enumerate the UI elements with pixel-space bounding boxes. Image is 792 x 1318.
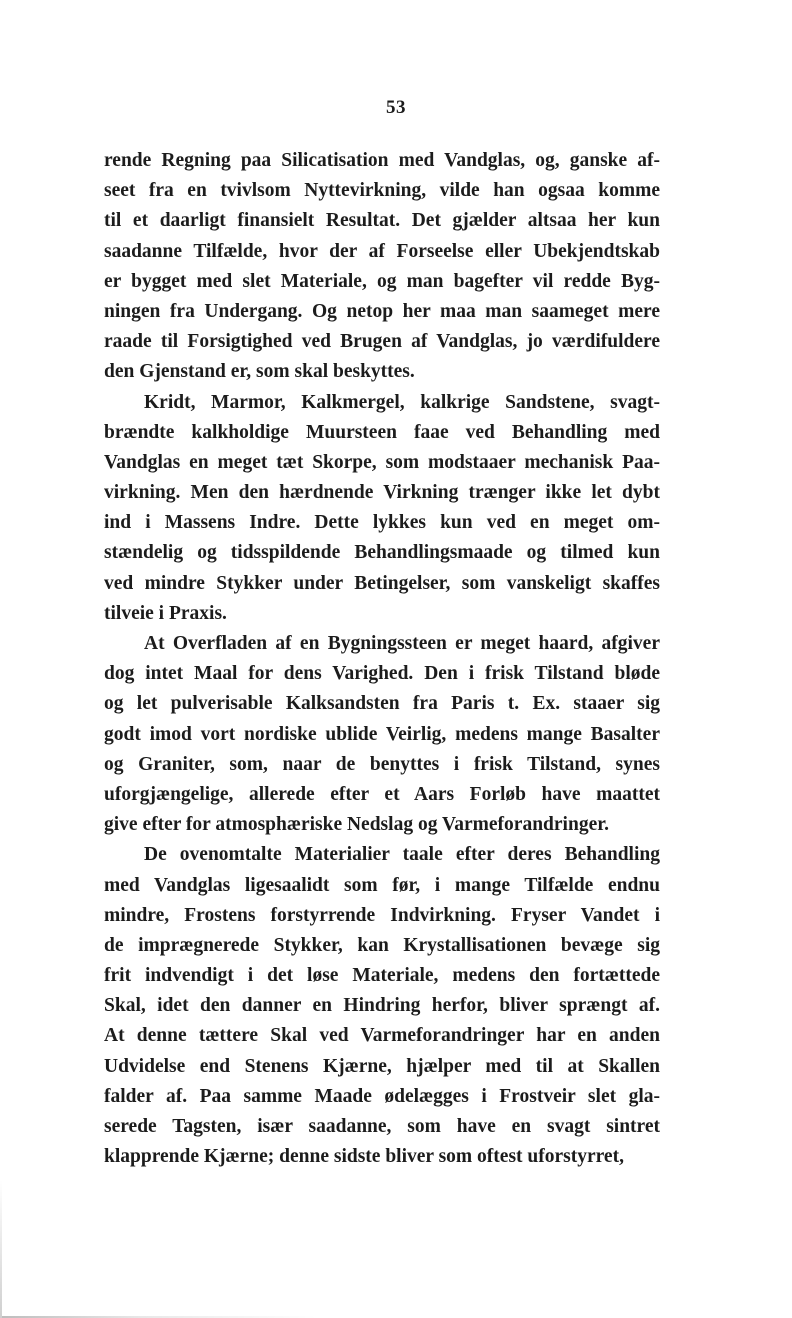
text-line: tilveie i Praxis. [104,602,227,624]
text-line: den Gjenstand er, som skal beskyttes. [104,361,415,383]
text-line: brændte kalkholdige Muursteen faae ved Behandling med [104,421,660,443]
text-line: de imprægnerede Stykker, kan Krystallisationen bevæge sig [104,934,660,956]
text-line: Kridt, Marmor, Kalkmergel, kalkrige Sandstene, svagt- [144,391,660,413]
paragraph [104,840,660,1172]
text-line: At denne tættere Skal ved Varmeforandringer har en anden [104,1025,660,1047]
text-line: virkning. Men den hærdnende Virkning trænger ikke let dybt [104,482,660,504]
text-line: til et daarligt finansielt Resultat. Det gjælder altsaa her kun [104,210,660,232]
text-line: mindre, Frostens forstyrrende Indvirkning. Fryser Vandet i [104,904,660,926]
text-line: raade til Forsigtighed ved Brugen af Vandglas, jo værdifuldere [104,331,660,353]
text-line: godt imod vort nordiske ublide Veirlig, medens mange Basalter [104,723,660,745]
text-line: frit indvendigt i det løse Materiale, medens den fortættede [104,965,660,987]
text-line: stændelig og tidsspildende Behandlingsmaade og tilmed kun [104,542,660,564]
text-line: falder af. Paa samme Maade ødelægges i Frostveir slet gla- [104,1085,660,1107]
text-line: serede Tagsten, især saadanne, som have en svagt sintret [104,1116,660,1137]
text-line: ind i Massens Indre. Dette lykkes kun ved en meget om- [104,512,660,534]
text-line: rende Regning paa Silicatisation med Vandglas, og, ganske af- [104,150,660,171]
scan-left-edge [0,1180,2,1318]
text-line: saadanne Tilfælde, hvor der af Forseelse eller Ubekjendtskab [104,240,660,262]
text-line: give efter for atmosphæriske Nedslag og Varmeforandringer. [104,814,609,836]
text-line: At Overfladen af en Bygningssteen er meget haard, afgiver [144,633,660,654]
text-line: Udvidelse end Stenens Kjærne, hjælper med til at Skallen [104,1055,660,1077]
text-line: og let pulverisable Kalksandsten fra Paris t. Ex. staaer sig [104,693,660,715]
text-line: og Graniter, som, naar de benyttes i frisk Tilstand, synes [104,753,660,775]
text-line: ved mindre Stykker under Betingelser, som vanskeligt skaffes [104,572,660,594]
text-line: uforgjængelige, allerede efter et Aars Forløb have maattet [104,783,660,805]
paragraph [104,388,660,630]
text-line: dog intet Maal for dens Varighed. Den i frisk Tilstand bløde [104,663,660,685]
text-line: er bygget med slet Materiale, og man bagefter vil redde Byg- [104,270,660,292]
text-line: De ovenomtalte Materialier taale efter deres Behandling [144,844,660,866]
page-number: 53 [386,97,406,118]
text-line: Vandglas en meget tæt Skorpe, som modstaaer mechanisk Paa- [104,451,660,473]
text-line: seet fra en tvivlsom Nyttevirkning, vilde han ogsaa komme [104,180,660,202]
text-line: med Vandglas ligesaalidt som før, i mange Tilfælde endnu [104,874,660,896]
text-line: klapprende Kjærne; denne sidste bliver som oftest uforstyrret, [104,1146,624,1168]
text-line: ningen fra Undergang. Og netop her maa man saameget mere [104,300,660,322]
text-line: Skal, idet den danner en Hindring herfor, bliver sprængt af. [104,995,660,1017]
paragraph [104,146,660,388]
paragraph [104,629,660,840]
body-text [104,146,660,1172]
